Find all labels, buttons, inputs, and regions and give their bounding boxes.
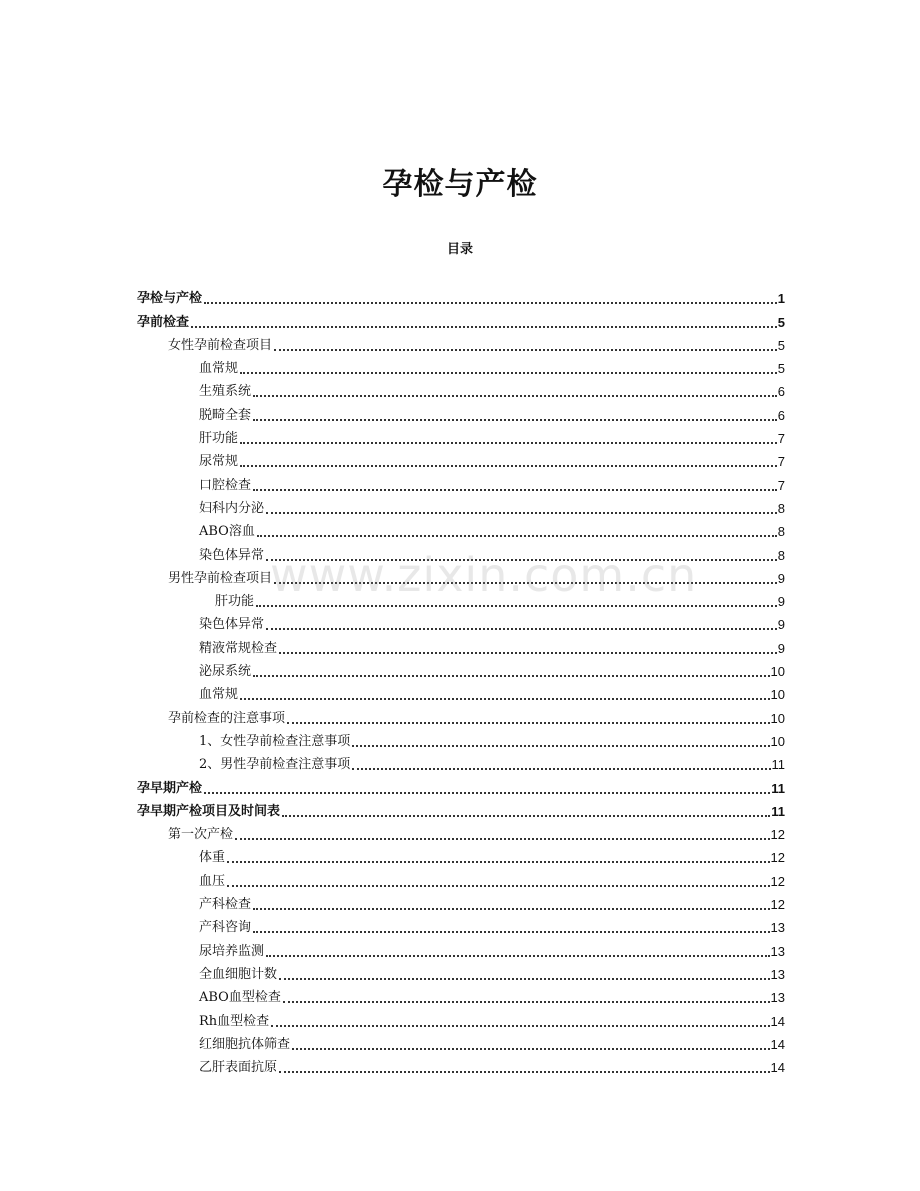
toc-entry[interactable] (137, 449, 785, 472)
toc-entry-page-number: 14 (770, 1013, 785, 1029)
toc-dot-leader (253, 931, 770, 933)
toc-entry-label: 全血细胞计数 (199, 966, 278, 982)
toc-entry-label: 体重 (199, 850, 226, 866)
toc-entry-page-number: 6 (777, 407, 785, 423)
toc-entry[interactable] (137, 309, 785, 332)
toc-dot-leader (274, 582, 777, 584)
toc-entry-label: 2、男性孕前检查注意事项 (199, 757, 351, 773)
toc-entry-page-number: 14 (770, 1060, 785, 1076)
toc-entry-page-number: 12 (770, 873, 785, 889)
toc-dot-leader (240, 372, 777, 374)
toc-entry-page-number: 13 (770, 943, 785, 959)
toc-entry-label: 孕早期产检项目及时间表 (137, 803, 281, 819)
toc-dot-leader (279, 1071, 770, 1073)
toc-entry-label: 染色体异常 (199, 547, 265, 563)
toc-dot-leader (266, 955, 770, 957)
toc-entry-page-number: 5 (777, 314, 785, 330)
toc-entry-label: ABO溶血 (199, 524, 255, 540)
toc-entry[interactable] (137, 1055, 785, 1078)
toc-entry-label: 精液常规检查 (199, 640, 278, 656)
toc-dot-leader (253, 675, 770, 677)
toc-entry[interactable] (137, 542, 785, 565)
toc-dot-leader (271, 1025, 769, 1027)
toc-entry-page-number: 10 (770, 664, 785, 680)
toc-entry-label: 口腔检查 (199, 477, 252, 493)
toc-dot-leader (235, 838, 770, 840)
toc-entry-label: ABO血型检查 (199, 990, 281, 1006)
toc-entry-label: 生殖系统 (199, 384, 252, 400)
toc-dot-leader (274, 349, 777, 351)
toc-entry-page-number: 11 (771, 757, 785, 773)
toc-entry-label: 尿常规 (199, 454, 239, 470)
toc-entry[interactable] (137, 868, 785, 891)
toc-entry[interactable] (137, 333, 785, 356)
toc-entry[interactable] (137, 356, 785, 379)
toc-entry-page-number: 6 (777, 384, 785, 400)
toc-entry[interactable] (137, 1008, 785, 1031)
toc-entry[interactable] (137, 635, 785, 658)
toc-entry[interactable] (137, 845, 785, 868)
toc-entry-label: 孕检与产检 (137, 291, 203, 307)
toc-entry[interactable] (137, 379, 785, 402)
toc-entry-page-number: 11 (771, 803, 785, 819)
toc-dot-leader (283, 1001, 770, 1003)
toc-entry-page-number: 13 (770, 920, 785, 936)
toc-entry-page-number: 10 (770, 733, 785, 749)
toc-dot-leader (253, 489, 777, 491)
toc-dot-leader (204, 302, 777, 304)
toc-heading: 目录 (446, 242, 473, 257)
toc-entry-page-number: 8 (777, 500, 785, 516)
toc-entry-page-number: 10 (770, 710, 785, 726)
toc-dot-leader (266, 628, 777, 630)
toc-entry-page-number: 9 (777, 617, 785, 633)
toc-dot-leader (292, 1048, 770, 1050)
toc-entry-label: 孕前检查的注意事项 (168, 710, 286, 726)
toc-entry[interactable] (137, 1032, 785, 1055)
toc-entry-label: 产科咨询 (199, 920, 252, 936)
toc-entry-label: 1、女性孕前检查注意事项 (199, 733, 351, 749)
watermark-text: www.zixin.com.cn (270, 548, 698, 602)
toc-dot-leader (227, 885, 770, 887)
toc-entry-page-number: 13 (770, 990, 785, 1006)
toc-entry-page-number: 12 (770, 827, 785, 843)
toc-entry-page-number: 13 (770, 966, 785, 982)
toc-entry-page-number: 10 (770, 687, 785, 703)
toc-entry-page-number: 11 (771, 780, 785, 796)
toc-entry[interactable] (137, 705, 785, 728)
toc-dot-leader (256, 605, 777, 607)
toc-entry[interactable] (137, 799, 785, 822)
toc-entry-page-number: 8 (777, 524, 785, 540)
toc-entry-page-number: 5 (777, 361, 785, 377)
toc-entry-label: 染色体异常 (199, 617, 265, 633)
table-of-contents (137, 286, 785, 1078)
toc-entry-page-number: 12 (770, 897, 785, 913)
toc-dot-leader (204, 792, 770, 794)
toc-entry[interactable] (137, 612, 785, 635)
toc-entry[interactable] (137, 938, 785, 961)
toc-entry-label: 肝功能 (215, 594, 255, 610)
toc-dot-leader (240, 442, 777, 444)
toc-entry-page-number: 12 (770, 850, 785, 866)
toc-entry-page-number: 7 (777, 477, 785, 493)
toc-entry-page-number: 7 (777, 454, 785, 470)
toc-entry-page-number: 8 (777, 547, 785, 563)
toc-entry-page-number: 14 (770, 1036, 785, 1052)
toc-entry[interactable] (137, 892, 785, 915)
toc-entry[interactable] (137, 962, 785, 985)
toc-dot-leader (352, 768, 770, 770)
toc-dot-leader (287, 722, 770, 724)
toc-entry-label: 孕前检查 (137, 314, 190, 330)
toc-entry-page-number: 5 (777, 337, 785, 353)
toc-entry-label: 脱畸全套 (199, 407, 252, 423)
toc-entry-label: 孕早期产检 (137, 780, 203, 796)
toc-dot-leader (240, 698, 770, 700)
toc-entry[interactable] (137, 729, 785, 752)
toc-entry-label: 血常规 (199, 361, 239, 377)
toc-entry[interactable] (137, 589, 785, 612)
toc-entry[interactable] (137, 519, 785, 542)
toc-entry-label: 血压 (199, 873, 226, 889)
toc-dot-leader (257, 535, 777, 537)
toc-entry-label: 尿培养监测 (199, 943, 265, 959)
toc-entry[interactable] (137, 915, 785, 938)
toc-entry-page-number: 7 (777, 431, 785, 447)
toc-entry[interactable] (137, 682, 785, 705)
toc-entry-page-number: 9 (777, 594, 785, 610)
toc-dot-leader (352, 745, 769, 747)
toc-entry[interactable] (137, 472, 785, 495)
toc-dot-leader (253, 908, 770, 910)
toc-entry-label: 红细胞抗体筛查 (199, 1036, 291, 1052)
toc-entry-page-number: 9 (777, 640, 785, 656)
toc-entry[interactable] (137, 426, 785, 449)
toc-entry[interactable] (137, 752, 785, 775)
toc-entry[interactable] (137, 566, 785, 589)
toc-dot-leader (253, 419, 777, 421)
toc-dot-leader (253, 395, 777, 397)
toc-dot-leader (191, 326, 777, 328)
toc-entry-label: 泌尿系统 (199, 664, 252, 680)
toc-dot-leader (279, 652, 777, 654)
toc-entry-label: 肝功能 (199, 431, 239, 447)
toc-entry[interactable] (137, 286, 785, 309)
toc-dot-leader (282, 815, 770, 817)
toc-entry-label: 妇科内分泌 (199, 500, 265, 516)
toc-entry-label: 乙肝表面抗原 (199, 1060, 278, 1076)
toc-entry[interactable] (137, 496, 785, 519)
toc-entry-label: Rh血型检查 (199, 1013, 270, 1029)
toc-entry[interactable] (137, 402, 785, 425)
toc-dot-leader (279, 978, 770, 980)
toc-entry-label: 产科检查 (199, 897, 252, 913)
document-title: 孕检与产检 (382, 167, 538, 202)
toc-entry[interactable] (137, 659, 785, 682)
toc-entry-label: 第一次产检 (168, 827, 234, 843)
toc-dot-leader (266, 559, 777, 561)
toc-entry[interactable] (137, 985, 785, 1008)
toc-dot-leader (240, 465, 777, 467)
toc-entry-label: 血常规 (199, 687, 239, 703)
toc-entry[interactable] (137, 822, 785, 845)
toc-entry[interactable] (137, 775, 785, 798)
toc-entry-label: 女性孕前检查项目 (168, 337, 273, 353)
toc-dot-leader (227, 861, 770, 863)
toc-entry-page-number: 9 (777, 570, 785, 586)
toc-entry-page-number: 1 (777, 291, 785, 307)
toc-entry-label: 男性孕前检查项目 (168, 570, 273, 586)
toc-dot-leader (266, 512, 777, 514)
